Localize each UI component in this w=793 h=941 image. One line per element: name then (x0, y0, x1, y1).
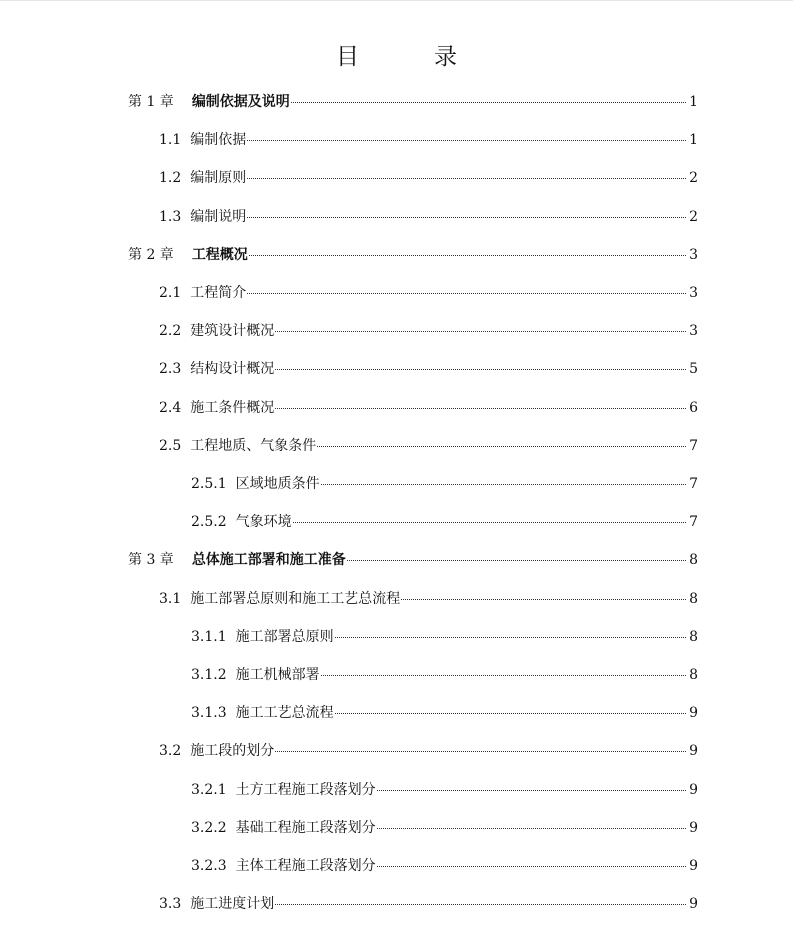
toc-entry[interactable] (191, 703, 698, 723)
toc-entry[interactable] (159, 589, 698, 609)
toc-entry-number: 1.3 (159, 209, 182, 225)
toc-entry-page-number: 3 (689, 247, 698, 263)
toc-entry-number: 2.2 (159, 323, 182, 339)
toc-entry-number: 第 2 章 (128, 247, 174, 263)
toc-entry-number: 1.2 (159, 170, 182, 186)
toc-entry[interactable] (159, 398, 698, 418)
toc-entry[interactable] (159, 359, 698, 379)
toc-dot-leader (275, 407, 686, 409)
toc-title: 目 录 (336, 44, 483, 70)
toc-entry[interactable] (191, 856, 698, 876)
toc-entry-page-number: 5 (689, 361, 698, 377)
toc-entry-label: 工程简介 (190, 285, 247, 301)
toc-entry[interactable] (191, 627, 698, 647)
toc-entry[interactable] (191, 665, 698, 685)
toc-entry[interactable] (159, 741, 698, 761)
toc-entry-label: 施工条件概况 (190, 400, 275, 416)
toc-dot-leader (247, 177, 686, 179)
toc-dot-leader (293, 521, 686, 523)
toc-dot-leader (377, 789, 686, 791)
toc-entry-number: 3.3 (159, 896, 182, 912)
toc-entry-label: 编制依据及说明 (191, 94, 290, 110)
toc-entry-page-number: 7 (689, 476, 698, 492)
toc-entry-number: 2.4 (159, 400, 182, 416)
toc-entry[interactable] (159, 207, 698, 227)
toc-dot-leader (247, 216, 686, 218)
toc-entry-label: 总体施工部署和施工准备 (191, 552, 346, 568)
toc-entry-number: 3.1 (159, 591, 182, 607)
toc-entry-page-number: 6 (689, 400, 698, 416)
toc-dot-leader (275, 750, 686, 752)
toc-entry-page-number: 8 (689, 552, 698, 568)
toc-entry-label: 施工段的划分 (190, 743, 275, 759)
toc-entry-number: 3.2.3 (191, 858, 227, 874)
toc-entry-page-number: 3 (689, 285, 698, 301)
toc-entry-page-number: 9 (689, 743, 698, 759)
toc-dot-leader (347, 559, 686, 561)
toc-entry-label: 基础工程施工段落划分 (235, 820, 376, 836)
toc-dot-leader (275, 903, 686, 905)
toc-entry-page-number: 8 (689, 667, 698, 683)
toc-entry-number: 2.5 (159, 438, 182, 454)
toc-dot-leader (247, 292, 686, 294)
toc-dot-leader (291, 101, 686, 103)
toc-entry-label: 施工工艺总流程 (235, 705, 334, 721)
toc-entry-number: 3.2 (159, 743, 182, 759)
toc-entry[interactable] (191, 818, 698, 838)
toc-entry-page-number: 1 (689, 94, 698, 110)
toc-entry-number: 第 1 章 (128, 94, 174, 110)
toc-entry-page-number: 9 (689, 782, 698, 798)
toc-entry-label: 工程概况 (191, 247, 248, 263)
toc-entry-page-number: 8 (689, 591, 698, 607)
toc-entry-page-number: 8 (689, 629, 698, 645)
toc-entry-page-number: 1 (689, 132, 698, 148)
toc-entry-page-number: 2 (689, 170, 698, 186)
toc-dot-leader (335, 636, 686, 638)
toc-entry[interactable] (159, 894, 698, 914)
toc-entry-page-number: 3 (689, 323, 698, 339)
toc-entry[interactable] (159, 283, 698, 303)
toc-entry-page-number: 9 (689, 896, 698, 912)
toc-entry[interactable] (159, 321, 698, 341)
toc-entry-label: 建筑设计概况 (190, 323, 275, 339)
toc-dot-leader (275, 368, 686, 370)
toc-dot-leader (317, 445, 686, 447)
toc-entry[interactable] (191, 474, 698, 494)
toc-dot-leader (401, 598, 686, 600)
toc-dot-leader (377, 827, 686, 829)
toc-dot-leader (275, 330, 686, 332)
toc-entry-label: 主体工程施工段落划分 (235, 858, 376, 874)
toc-entry-label: 编制原则 (190, 170, 247, 186)
toc-entry-number: 3.1.2 (191, 667, 227, 683)
toc-entry-label: 土方工程施工段落划分 (235, 782, 376, 798)
toc-entry[interactable] (159, 168, 698, 188)
toc-entry[interactable] (159, 130, 698, 150)
toc-dot-leader (249, 254, 686, 256)
toc-entry-page-number: 9 (689, 858, 698, 874)
toc-dot-leader (321, 674, 686, 676)
toc-entry-label: 工程地质、气象条件 (190, 438, 317, 454)
toc-entry-page-number: 7 (689, 514, 698, 530)
toc-entry-page-number: 9 (689, 820, 698, 836)
toc-entry-page-number: 9 (689, 705, 698, 721)
toc-dot-leader (247, 139, 686, 141)
toc-entry[interactable] (128, 245, 698, 265)
toc-entry-label: 施工进度计划 (190, 896, 275, 912)
toc-entry-label: 施工机械部署 (235, 667, 320, 683)
toc-dot-leader (335, 712, 686, 714)
toc-entry-page-number: 7 (689, 438, 698, 454)
toc-entry-number: 3.2.2 (191, 820, 227, 836)
toc-entry-number: 2.1 (159, 285, 182, 301)
toc-entry-label: 施工部署总原则 (235, 629, 334, 645)
toc-dot-leader (377, 865, 686, 867)
toc-entry-number: 2.5.1 (191, 476, 227, 492)
toc-entry-number: 2.3 (159, 361, 182, 377)
toc-entry-number: 1.1 (159, 132, 182, 148)
toc-entry[interactable] (159, 436, 698, 456)
toc-entry-label: 结构设计概况 (190, 361, 275, 377)
toc-entry[interactable] (191, 512, 698, 532)
toc-entry-number: 3.1.1 (191, 629, 227, 645)
toc-entry-number: 3.2.1 (191, 782, 227, 798)
toc-entry-label: 编制说明 (190, 209, 247, 225)
toc-entry[interactable] (128, 92, 698, 112)
toc-entry[interactable] (191, 780, 698, 800)
toc-entry-label: 区域地质条件 (235, 476, 320, 492)
toc-entry[interactable] (128, 550, 698, 570)
toc-entry-number: 2.5.2 (191, 514, 227, 530)
toc-dot-leader (321, 483, 686, 485)
toc-entry-label: 施工部署总原则和施工工艺总流程 (190, 591, 401, 607)
toc-entry-number: 3.1.3 (191, 705, 227, 721)
toc-entry-page-number: 2 (689, 209, 698, 225)
toc-entry-label: 气象环境 (235, 514, 292, 530)
page-top-edge (0, 0, 793, 1)
toc-entry-label: 编制依据 (190, 132, 247, 148)
toc-entry-number: 第 3 章 (128, 552, 174, 568)
